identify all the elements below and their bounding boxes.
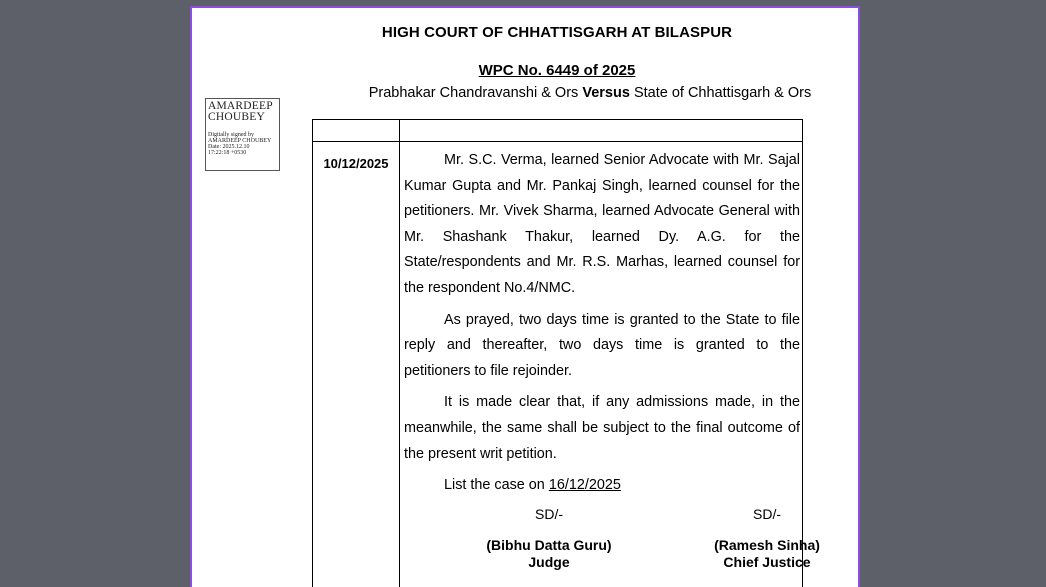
order-text: [404, 148, 800, 499]
case-number: [192, 62, 860, 79]
signature-meta-line: Date: 2025.12.10: [208, 144, 250, 150]
order-date: 10/12/2025: [323, 156, 389, 171]
case-number-text: WPC No. 6449 of 2025: [478, 62, 636, 79]
listing-date: 16/12/2025: [548, 477, 621, 494]
signature-meta-line: 17:22:18 +0530: [208, 150, 247, 156]
respondent-name: State of Chhattisgarh & Ors: [633, 85, 812, 101]
order-paragraph-clarification: It is made clear that, if any admissions made, in the meanwhile, the same shall be subject to the final outcome of the present writ petition.: [404, 394, 800, 462]
order-paragraph-time-granted: As prayed, two days time is granted to the State to file reply and thereafter, two days time is granted to the petitioners to file rejoinder.: [404, 311, 800, 379]
signer-name-line1: AMARDEEP: [208, 101, 273, 112]
signatures-block: [312, 504, 820, 587]
judge-name: (Bibhu Datta Guru): [486, 537, 612, 553]
document-page: [190, 6, 860, 587]
chief-justice-name: (Ramesh Sinha): [714, 537, 820, 553]
chief-justice-title: Chief Justice: [723, 554, 811, 570]
versus-label: Versus: [582, 85, 630, 101]
sd-mark: SD/-: [753, 506, 781, 522]
signature-meta-line: AMARDEEP CHOUBEY: [208, 138, 272, 144]
signer-name-line2: CHOUBEY: [208, 112, 265, 123]
signature-meta: [208, 132, 277, 156]
judge-signature: [449, 504, 649, 571]
order-paragraph-appearances: Mr. S.C. Verma, learned Senior Advocate with Mr. Sajal Kumar Gupta and Mr. Pankaj Singh, learned counsel for the petitioners. Mr. Vivek Sharma, learned Advocate General with Mr. Shashank Thakur, learned Dy. A.G. for the State/respondents and Mr. R.S. Marhas, learned counsel for the respondent No.4/NMC.: [404, 152, 800, 296]
judge-title: Judge: [528, 554, 570, 570]
court-title: HIGH COURT OF CHHATTISGARH AT BILASPUR: [381, 24, 733, 41]
table-header-divider: [313, 141, 802, 142]
case-parties: [192, 85, 860, 101]
listing-line: [404, 473, 800, 499]
sd-mark: SD/-: [535, 506, 563, 522]
digital-signature-stamp: [205, 98, 280, 171]
chief-justice-signature: [667, 504, 860, 571]
signature-meta-line: Digitally signed by: [208, 132, 254, 138]
listing-prefix: List the case on: [444, 477, 545, 494]
petitioner-name: Prabhakar Chandravanshi & Ors: [368, 85, 579, 101]
